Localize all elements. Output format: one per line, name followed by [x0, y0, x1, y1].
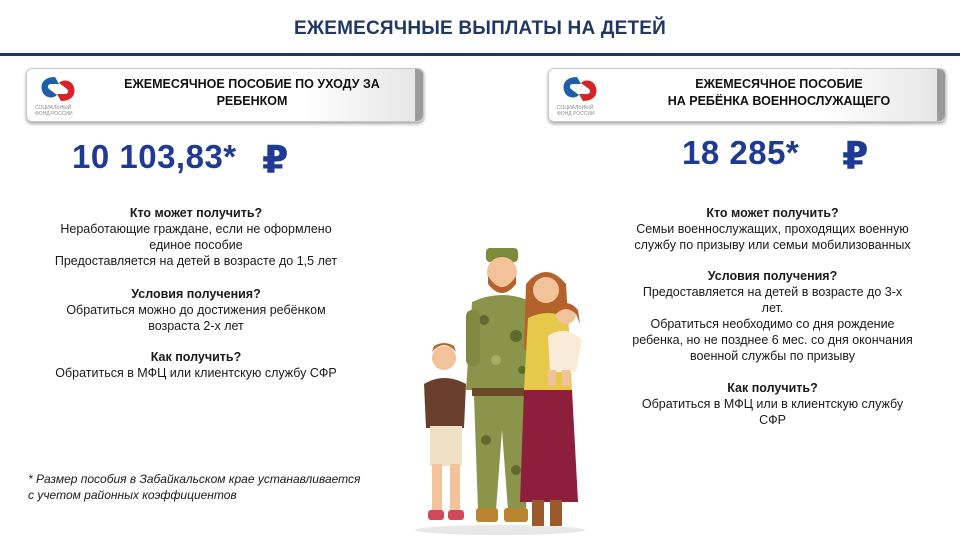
card-heading-line: РЕБЕНКОМ — [216, 94, 288, 108]
section-text: СФР — [759, 413, 786, 427]
footnote-line: * Размер пособия в Забайкальском крае устанавливается — [28, 472, 361, 486]
logo-caption-line: СОЦИАЛЬНЫЙ — [557, 105, 594, 111]
section-text: службу по призыву или семьи мобилизованных — [634, 238, 911, 252]
card-edge — [415, 69, 423, 121]
logo-caption-line: ФОНД РОССИИ — [35, 111, 73, 117]
logo-caption-line: СОЦИАЛЬНЫЙ — [35, 105, 72, 111]
footnote-line: с учетом районных коэффициентов — [28, 488, 237, 502]
section-text: единое пособие — [149, 238, 243, 252]
section-heading: Условия получения? — [707, 269, 838, 283]
how-section-left — [26, 349, 366, 381]
section-text: Предоставляется на детей в возрасте до 1,5 лет — [54, 254, 338, 268]
conditions-section-left — [26, 286, 366, 334]
who-section-left — [26, 205, 366, 269]
card-heading — [97, 76, 407, 110]
footnote — [28, 471, 418, 503]
logo-caption — [557, 105, 617, 117]
section-text: Обратиться необходимо со дня рождение — [650, 317, 895, 331]
section-text: ребенка, но не позднее 6 мес. со дня окончания — [632, 333, 913, 347]
section-text: Обратиться можно до достижения ребёнком — [66, 303, 326, 317]
amount-childcare: 10 103,83* — [72, 138, 237, 175]
section-text: возраста 2-х лет — [148, 319, 244, 333]
benefit-card-military — [548, 68, 946, 122]
section-text: Неработающие граждане, если не оформлено — [60, 222, 332, 236]
military-family-illustration — [400, 240, 600, 536]
boy-figure — [424, 343, 466, 520]
section-text: Обратиться в МФЦ или клиентскую службу СФР — [55, 366, 337, 380]
section-text: Предоставляется на детей в возрасте до 3-х — [642, 285, 903, 299]
section-heading: Кто может получить? — [706, 206, 839, 220]
sfr-logo-icon — [35, 73, 81, 105]
section-text: лет. — [761, 301, 784, 315]
logo-caption-line: ФОНД РОССИИ — [557, 111, 595, 117]
conditions-section-right — [600, 268, 945, 364]
section-text: военной службы по призыву — [690, 349, 855, 363]
sfr-logo — [557, 73, 603, 117]
card-edge — [937, 69, 945, 121]
card-heading-line: ЕЖЕМЕСЯЧНОЕ ПОСОБИЕ — [695, 77, 863, 91]
page-title: ЕЖЕМЕСЯЧНЫЕ ВЫПЛАТЫ НА ДЕТЕЙ — [293, 18, 667, 39]
sfr-logo-icon — [557, 73, 603, 105]
section-heading: Как получить? — [150, 350, 242, 364]
ruble-icon: ₽ — [262, 140, 289, 182]
section-text: Обратиться в МФЦ или в клиентскую службу — [641, 397, 904, 411]
amount-military: 18 285* — [682, 134, 800, 171]
ruble-icon: ₽ — [842, 136, 869, 178]
section-heading: Условия получения? — [131, 287, 261, 301]
section-text: Семьи военнослужащих, проходящих военную — [636, 222, 909, 236]
card-heading-line: НА РЕБЁНКА ВОЕННОСЛУЖАЩЕГО — [667, 94, 891, 108]
card-heading-line: ЕЖЕМЕСЯЧНОЕ ПОСОБИЕ ПО УХОДУ ЗА — [124, 77, 380, 91]
logo-caption — [35, 105, 95, 117]
sfr-logo — [35, 73, 81, 117]
benefit-card-childcare — [26, 68, 424, 122]
how-section-right — [600, 380, 945, 428]
section-heading: Кто может получить? — [129, 206, 263, 220]
title-divider — [0, 53, 960, 56]
section-heading: Как получить? — [727, 381, 818, 395]
card-heading — [629, 76, 929, 110]
who-section-right — [600, 205, 945, 253]
